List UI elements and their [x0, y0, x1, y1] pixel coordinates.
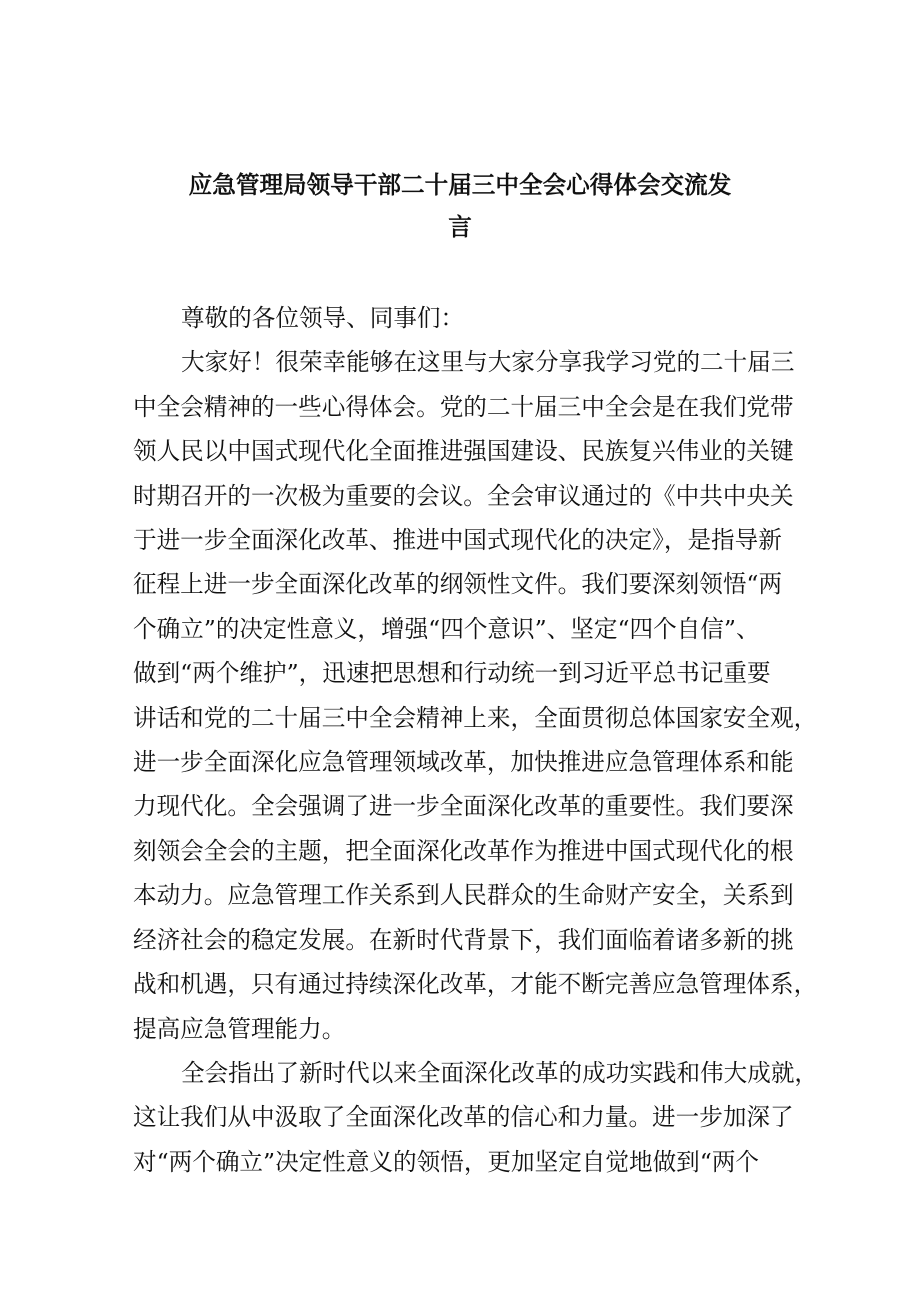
paragraph-line: 全会指出了新时代以来全面深化改革的成功实践和伟大成就，	[181, 1058, 819, 1087]
paragraph-line: 于进一步全面深化改革、推进中国式现代化的决定》，是指导新	[133, 526, 782, 555]
title-line-2: 言	[448, 213, 472, 241]
paragraph-line: 这让我们从中汲取了全面深化改革的信心和力量。进一步加深了	[133, 1103, 794, 1132]
paragraph-line: 对“两个确立”决定性意义的领悟，更加坚定自觉地做到“两个	[133, 1147, 760, 1176]
paragraph-line: 进一步全面深化应急管理领域改革，加快推进应急管理体系和能	[133, 748, 794, 777]
paragraph-line: 做到“两个维护”，迅速把思想和行动统一到习近平总书记重要	[133, 659, 771, 688]
paragraph-line: 战和机遇，只有通过持续深化改革，才能不断完善应急管理体系，	[133, 970, 818, 999]
paragraph-line: 讲话和党的二十届三中全会精神上来，全面贯彻总体国家安全观，	[133, 703, 818, 732]
paragraph-line: 力现代化。全会强调了进一步全面深化改革的重要性。我们要深	[133, 792, 794, 821]
salutation: 尊敬的各位领导、同事们：	[181, 304, 465, 332]
paragraph-line: 经济社会的稳定发展。在新时代背景下，我们面临着诸多新的挑	[133, 925, 794, 954]
title-line-1: 应急管理局领导干部二十届三中全会心得体会交流发	[188, 171, 732, 199]
paragraph-line: 时期召开的一次极为重要的会议。全会审议通过的《中共中央关	[133, 481, 794, 510]
paragraph-line: 个确立”的决定性意义，增强“四个意识”、坚定“四个自信”、	[133, 614, 760, 643]
document-title	[150, 164, 770, 248]
paragraph-line: 本动力。应急管理工作关系到人民群众的生命财产安全，关系到	[133, 881, 794, 910]
paragraph-line: 征程上进一步全面深化改革的纲领性文件。我们要深刻领悟“两	[133, 570, 783, 599]
document-body	[133, 296, 819, 1184]
paragraph-1	[133, 340, 818, 1051]
paragraph-line: 提高应急管理能力。	[133, 1014, 346, 1043]
paragraph-line: 刻领会全会的主题，把全面深化改革作为推进中国式现代化的根	[133, 836, 794, 865]
paragraph-line: 领人民以中国式现代化全面推进强国建设、民族复兴伟业的关键	[133, 437, 794, 466]
paragraph-line: 中全会精神的一些心得体会。党的二十届三中全会是在我们党带	[133, 392, 794, 421]
paragraph-line: 大家好！很荣幸能够在这里与大家分享我学习党的二十届三	[181, 348, 795, 377]
paragraph-2	[133, 1051, 819, 1184]
